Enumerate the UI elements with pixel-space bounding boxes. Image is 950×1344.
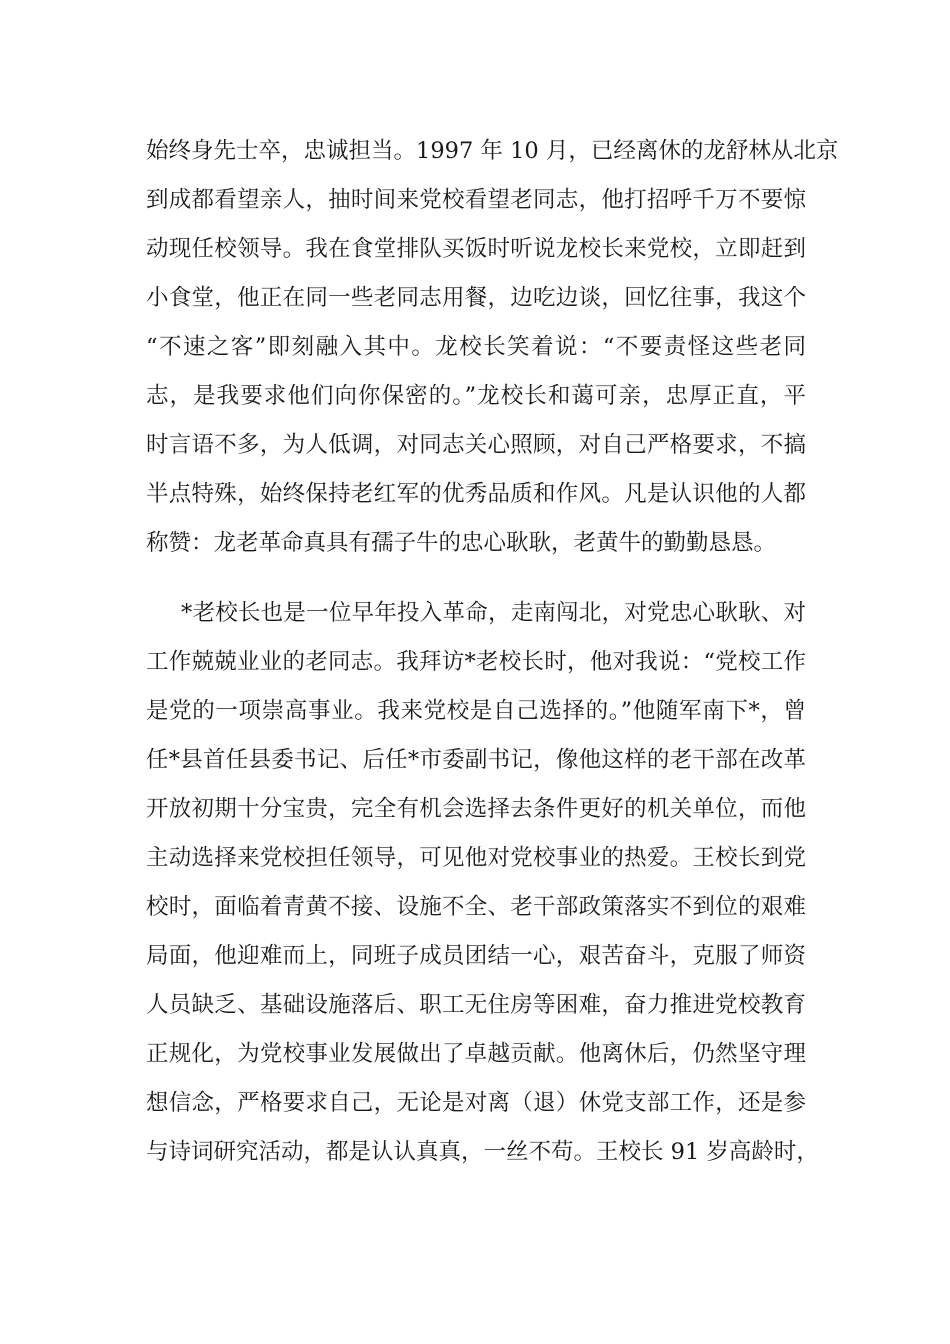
text-line: 人员缺乏、基础设施落后、职工无住房等困难，奋力推进党校教育	[146, 992, 806, 1018]
text-line: 与诗词研究活动，都是认认真真，一丝不苟。王校长 91 岁高龄时，	[146, 1139, 819, 1165]
text-line: 开放初期十分宝贵，完全有机会选择去条件更好的机关单位，而他	[146, 796, 806, 822]
text-line: 动现任校领导。我在食堂排队买饭时听说龙校长来党校，立即赶到	[146, 236, 806, 262]
text-line: 称赞：龙老革命真具有孺子牛的忠心耿耿，老黄牛的勤勤恳恳。	[146, 530, 777, 556]
text-line: 正规化，为党校事业发展做出了卓越贡献。他离休后，仍然坚守理	[146, 1041, 806, 1067]
text-line: 时言语不多，为人低调，对同志关心照顾，对自己严格要求，不搞	[146, 432, 806, 458]
text-line: 志，是我要求他们向你保密的。”龙校长和蔼可亲，忠厚正直，平	[146, 383, 806, 409]
text-line: 想信念，严格要求自己，无论是对离（退）休党支部工作，还是参	[146, 1090, 806, 1116]
text-line: *老校长也是一位早年投入革命，走南闯北，对党忠心耿耿、对	[181, 600, 806, 626]
text-line: 是党的一项崇高事业。我来党校是自己选择的。”他随军南下*，曾	[146, 698, 806, 724]
text-line: 主动选择来党校担任领导，可见他对党校事业的热爱。王校长到党	[146, 845, 806, 871]
text-line: 工作兢兢业业的老同志。我拜访*老校长时，他对我说：“党校工作	[146, 649, 806, 675]
text-line: 局面，他迎难而上，同班子成员团结一心，艰苦奋斗，克服了师资	[146, 943, 806, 969]
text-line: 到成都看望亲人，抽时间来党校看望老同志，他打招呼千万不要惊	[146, 187, 806, 213]
text-line: 始终身先士卒，忠诚担当。1997 年 10 月，已经离休的龙舒林从北京	[146, 138, 839, 164]
text-line: “不速之客”即刻融入其中。龙校长笑着说：“不要责怪这些老同	[146, 334, 806, 360]
text-line: 小食堂，他正在同一些老同志用餐，边吃边谈，回忆往事，我这个	[146, 285, 806, 311]
text-line: 校时，面临着青黄不接、设施不全、老干部政策落实不到位的艰难	[146, 894, 806, 920]
text-line: 半点特殊，始终保持老红军的优秀品质和作风。凡是认识他的人都	[146, 481, 806, 507]
text-line: 任*县首任县委书记、后任*市委副书记，像他这样的老干部在改革	[146, 747, 806, 773]
